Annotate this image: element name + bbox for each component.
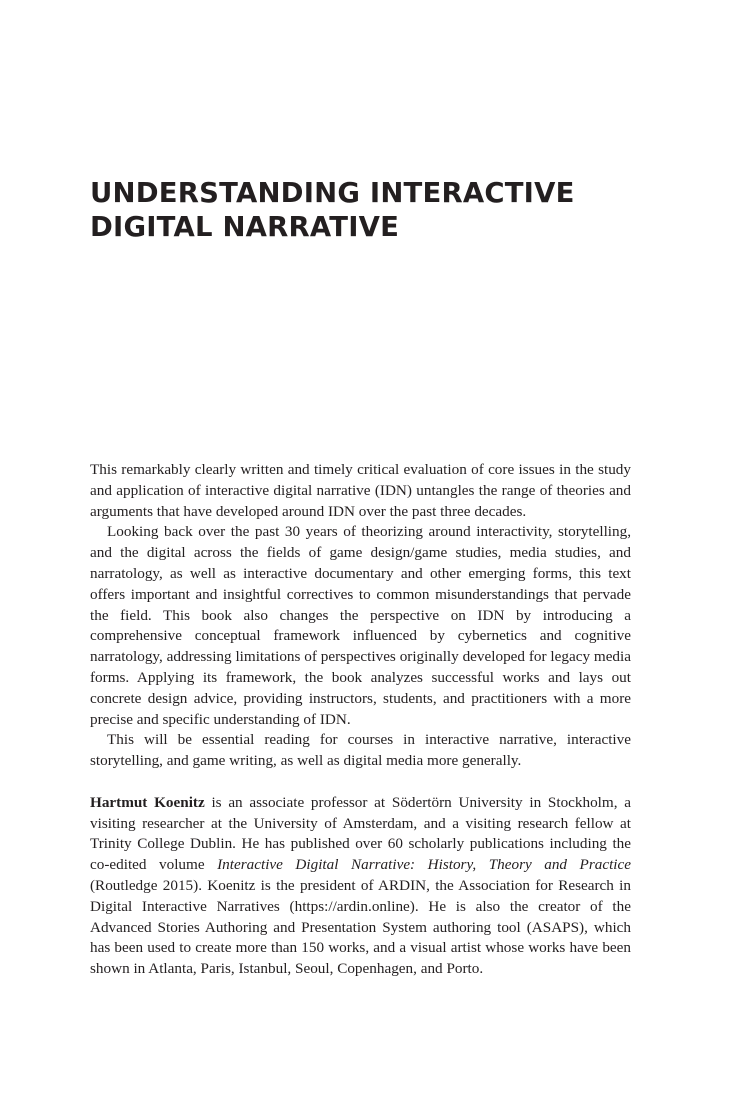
author-bio	[90, 793, 631, 980]
book-title-line-1: UNDERSTANDING INTERACTIVE	[90, 177, 575, 209]
author-bio-text-2: (Routledge 2015). Koenitz is the president of ARDIN, the Association for Research in Digital Interactive Narratives (https://ardin.online). He is also the creator of the Advanced Stories Authoring and Presentation System authoring tool (ASAPS), which has been used to create more than 150 works, and a visual artist whose works have been shown in Atlanta, Paris, Istanbul, Seoul, Copenhagen, and Porto.	[90, 876, 631, 978]
author-name: Hartmut Koenitz	[90, 793, 205, 811]
book-title-line-2: DIGITAL NARRATIVE	[90, 211, 400, 243]
book-description	[90, 460, 631, 980]
description-paragraph-2: Looking back over the past 30 years of theorizing around interactivity, storytelling, and the digital across the fields of game design/game studies, media studies, and narratology, as well as interactive documentary and other emerging forms, this text offers important and insightful correctives to common misunderstandings that pervade the field. This book also changes the perspective on IDN by introducing a comprehensive conceptual framework influenced by cybernetics and cognitive narratology, addressing limitations of perspectives originally developed for legacy media forms. Applying its framework, the book analyzes successful works and lays out concrete design advice, providing instructors, students, and practitioners with a more precise and specific understanding of IDN.	[90, 523, 631, 728]
author-bio-text-1: is an associate professor at Södertörn University in Stockholm, a visiting researcher at the University of Amsterdam, and a visiting research fellow at Trinity College Dublin. He has published over 60 scholarly publications including the co-edited volume	[90, 793, 631, 874]
book-title	[90, 176, 650, 244]
description-paragraph-1: This remarkably clearly written and timely critical evaluation of core issues in the study and application of interactive digital narrative (IDN) untangles the range of theories and arguments that have developed around IDN over the past three decades.	[90, 461, 631, 520]
description-paragraph-3: This will be essential reading for courses in interactive narrative, interactive storytelling, and game writing, as well as digital media more generally.	[90, 731, 631, 770]
edited-volume-title: Interactive Digital Narrative: History, Theory and Practice	[217, 856, 632, 874]
